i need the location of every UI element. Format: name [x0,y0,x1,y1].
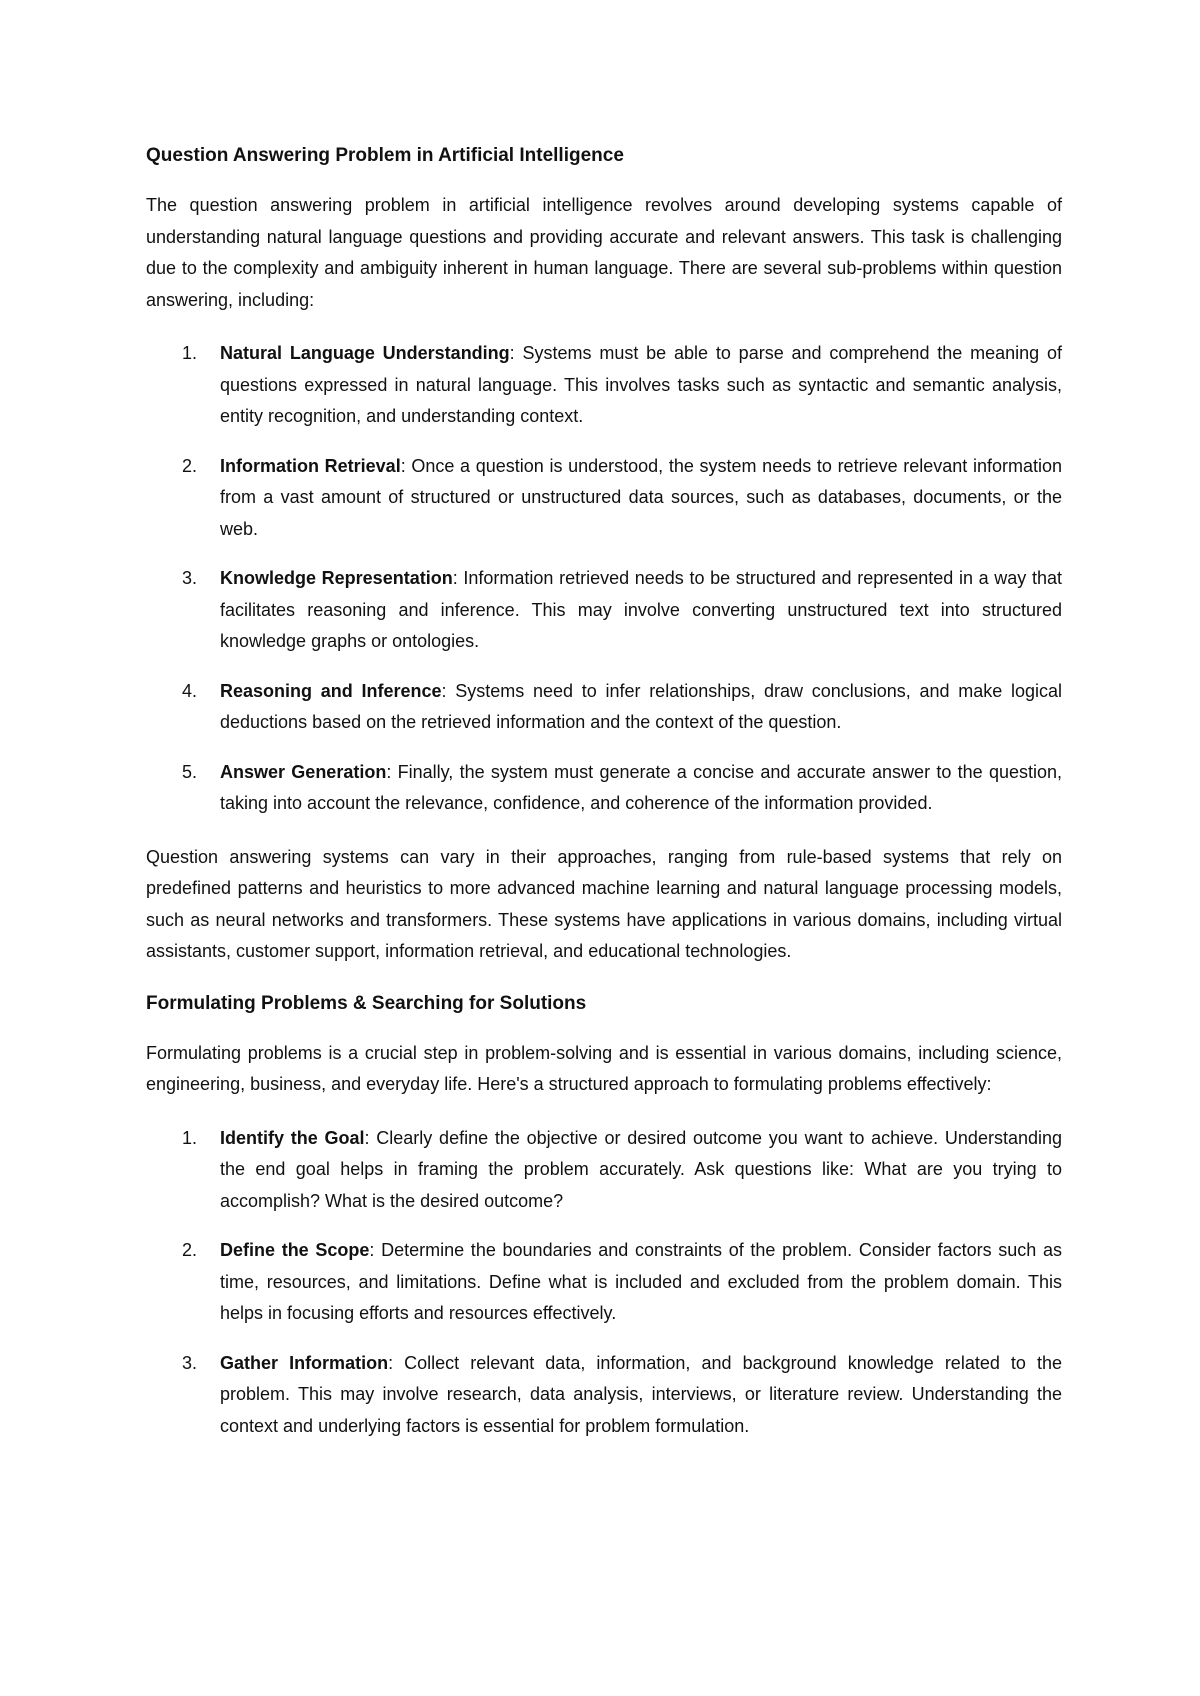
list-item-number: 2. [182,455,198,476]
list-item-text: : Once a question is understood, the system needs to retrieve relevant information from a vast amount of structured or unstructured data sources, such as databases, documents, or the web. [220,455,1062,539]
list-item-text: : Determine the boundaries and constraints of the problem. Consider factors such as time, resources, and limitations. Define what is included and excluded from the problem domain. This helps in focusing efforts and resources effectively. [220,1240,1062,1323]
section-heading-formulating-problems: Formulating Problems & Searching for Solutions [146,992,587,1014]
list-item-number: 1. [182,343,198,363]
list-item-term: Identify the Goal [220,1127,365,1148]
section-heading-question-answering: Question Answering Problem in Artificial Intelligence [146,145,624,166]
list-item [146,757,1062,820]
list-item-text: : Systems must be able to parse and comprehend the meaning of questions expressed in natural language. This involves tasks such as syntactic and semantic analysis, entity recognition, and understanding context. [220,343,1062,426]
list-item-number: 4. [182,680,198,701]
list-item [146,1348,1062,1443]
section2-list [146,1123,1062,1443]
list-item [146,451,1062,546]
list-item-number: 2. [182,1240,198,1260]
list-item-term: Define the Scope [220,1240,370,1260]
section1-intro-paragraph: The question answering problem in artificial intelligence revolves around developing systems capable of understanding natural language questions and providing accurate and relevant answers. This task is challenging due to the complexity and ambiguity inherent in human language. There are several sub-problems within question answering, including: [146,195,1062,310]
list-item [146,1235,1062,1330]
section2-intro-paragraph: Formulating problems is a crucial step in problem-solving and is essential in various domains, including science, engineering, business, and everyday life. Here's a structured approach to formulating problems effectively: [146,1042,1062,1094]
list-item [146,338,1062,433]
list-item [146,563,1062,658]
list-item-term: Reasoning and Inference [220,680,442,701]
section1-list [146,338,1062,820]
list-item-term: Gather Information [220,1352,389,1373]
list-item-number: 5. [182,761,198,782]
list-item-text: : Clearly define the objective or desired outcome you want to achieve. Understanding the end goal helps in framing the problem accurately. Ask questions like: What are you trying to accomplish? What is the desired outcome? [220,1127,1063,1211]
list-item-text: : Systems need to infer relationships, draw conclusions, and make logical deductions based on the retrieved information and the context of the question. [220,680,1062,732]
list-item-number: 3. [182,568,198,588]
list-item [146,1123,1062,1218]
section1-closing-paragraph: Question answering systems can vary in their approaches, ranging from rule-based systems that rely on predefined patterns and heuristics to more advanced machine learning and natural language processing models, such as neural networks and transformers. These systems have applications in various domains, including virtual assistants, customer support, information retrieval, and educational technologies. [146,846,1062,961]
list-item-term: Natural Language Understanding [220,343,510,363]
list-item-term: Information Retrieval [220,455,401,476]
list-item-text: : Information retrieved needs to be structured and represented in a way that facilitates reasoning and inference. This may involve converting unstructured text into structured knowledge graphs or ontologies. [220,568,1062,651]
list-item-number: 3. [182,1352,198,1373]
list-item-number: 1. [182,1127,198,1148]
list-item-text: : Collect relevant data, information, and background knowledge related to the problem. This may involve research, data analysis, interviews, or literature review. Understanding the context and underlying factors is essential for problem formulation. [220,1352,1062,1436]
list-item [146,676,1062,739]
list-item-term: Knowledge Representation [220,568,453,588]
list-item-text: : Finally, the system must generate a concise and accurate answer to the question, taking into account the relevance, confidence, and coherence of the information provided. [220,761,1062,813]
list-item-term: Answer Generation [220,761,387,782]
document-body [146,142,1062,1464]
